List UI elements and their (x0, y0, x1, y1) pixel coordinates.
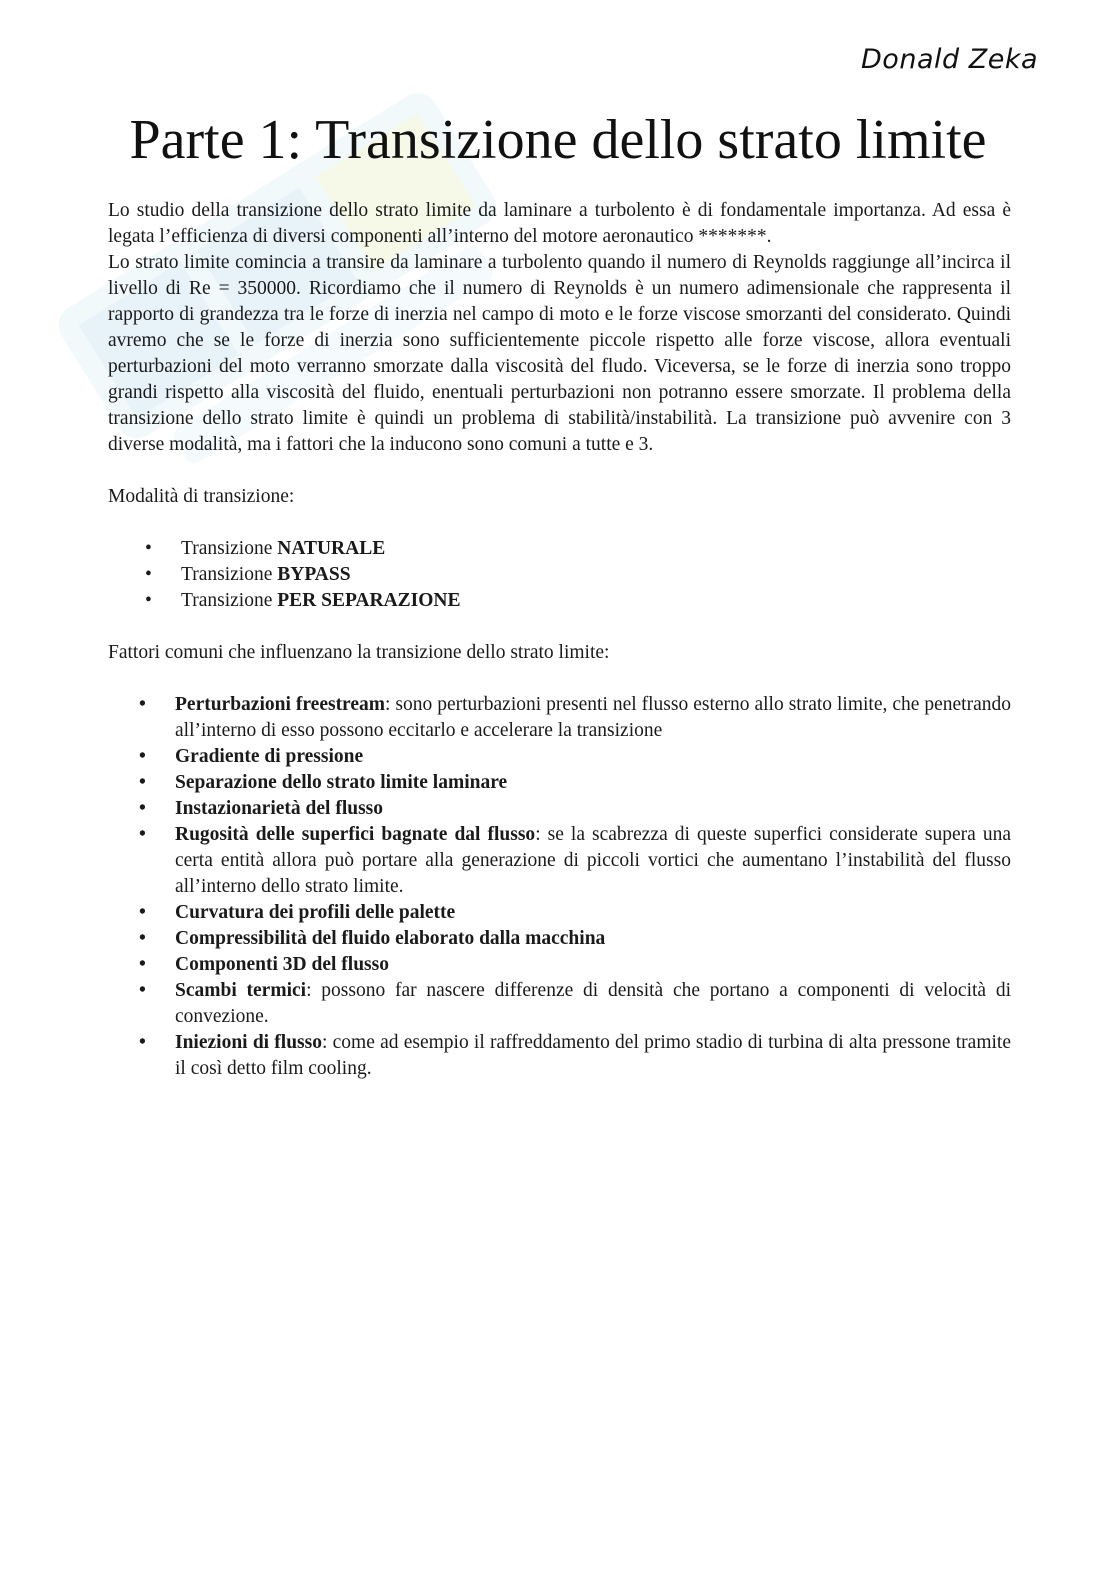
list-item: • Scambi termici: possono far nascere differenze di densità che portano a componenti di velocità di convezione. (108, 978, 1011, 1030)
list-item: • Transizione NATURALE (108, 536, 1011, 562)
modes-list (108, 536, 1011, 614)
list-item: • Instazionarietà del flusso (108, 796, 1011, 822)
author-name: Donald Zeka (861, 44, 1038, 75)
page-title: Parte 1: Transizione dello strato limite (129, 109, 987, 171)
list-item: • Curvatura dei profili delle palette (108, 900, 1011, 926)
factors-heading: Fattori comuni che influenzano la transizione dello strato limite: (108, 642, 610, 663)
document-body (108, 198, 1011, 1082)
list-item: • Componenti 3D del flusso (108, 952, 1011, 978)
list-item: • Gradiente di pressione (108, 744, 1011, 770)
modes-heading: Modalità di transizione: (108, 486, 295, 507)
list-item: • Separazione dello strato limite laminare (108, 770, 1011, 796)
list-item: • Compressibilità del fluido elaborato dalla macchina (108, 926, 1011, 952)
intro-paragraph-1: Lo studio della transizione dello strato limite da laminare a turbolento è di fondamentale importanza. Ad essa è legata l’efficienza di diversi componenti all’interno del motore aeronautico *******. (108, 200, 1011, 247)
list-item: • Transizione PER SEPARAZIONE (108, 588, 1011, 614)
list-item: • Iniezioni di flusso: come ad esempio il raffreddamento del primo stadio di turbina di alta pressone tramite il così detto film cooling. (108, 1030, 1011, 1082)
factors-list (108, 692, 1011, 1082)
list-item: • Perturbazioni freestream: sono perturbazioni presenti nel flusso esterno allo strato limite, che penetrando all’interno di esso possono eccitarlo e accelerare la transizione (108, 692, 1011, 744)
list-item: • Rugosità delle superfici bagnate dal flusso: se la scabrezza di queste superfici considerate supera una certa entità allora può portare alla generazione di piccoli vortici che aumentano l’instabilità del flusso all’interno dello strato limite. (108, 822, 1011, 900)
intro-paragraph-2: Lo strato limite comincia a transire da laminare a turbolento quando il numero di Reynolds raggiunge all’incirca il livello di Re = 350000. Ricordiamo che il numero di Reynolds è un numero adimensionale che rappresenta il rapporto di grandezza tra le forze di inerzia nel campo di moto e le forze viscose smorzanti del considerato. Quindi avremo che se le forze di inerzia sono sufficientemente piccole rispetto alle forze viscose, allora eventuali perturbazioni del moto verranno smorzate dalla viscosità del fludo. Viceversa, se le forze di inerzia sono troppo grandi rispetto alla viscosità del fluido, enentuali perturbazioni non potranno essere smorzate. Il problema della transizione dello strato limite è quindi un problema di stabilità/instabilità. La transizione può avvenire con 3 diverse modalità, ma i fattori che la inducono sono comuni a tutte e 3. (108, 252, 1011, 455)
list-item: • Transizione BYPASS (108, 562, 1011, 588)
